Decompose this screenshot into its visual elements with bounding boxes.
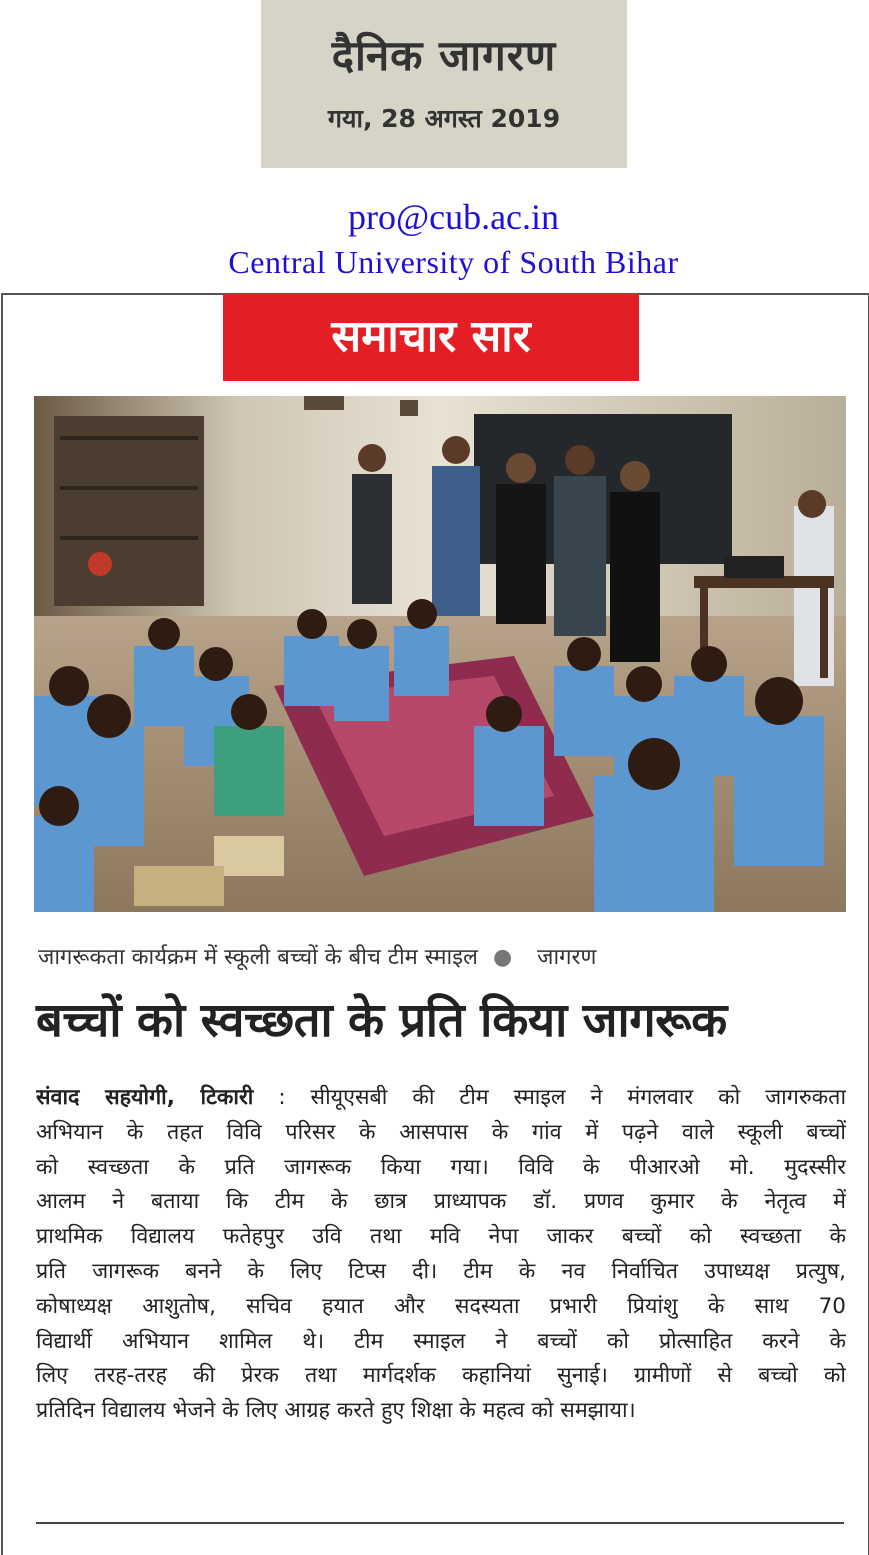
edition-date: गया, 28 अगस्त 2019 [327, 104, 561, 133]
article-headline: बच्चों को स्वच्छता के प्रति किया जागरूक [36, 993, 727, 1048]
body-line: कोषाध्यक्ष आशुतोष, सचिव हयात और सदस्यता प्रभारी प्रियांशु के साथ 70 [36, 1293, 846, 1319]
body-line: प्राथमिक विद्यालय फतेहपुर उवि तथा मवि नेपा जाकर बच्चों को स्वच्छता के [36, 1224, 846, 1250]
photo-credit: जागरण [537, 945, 597, 970]
body-line: प्रति जागरूक बनने के लिए टिप्स दी। टीम के नव निर्वाचित उपाध्यक्ष प्रत्युष, [36, 1258, 846, 1284]
newspaper-name: दैनिक जागरण [331, 31, 557, 80]
section-banner: समाचार सार [223, 293, 639, 381]
body-line-text: : सीयूएसबी की टीम स्माइल ने मंगलवार को जागरुकता [253, 1085, 846, 1110]
bullet-separator: ● [492, 945, 513, 970]
body-line: विद्यार्थी अभियान शामिल थे। टीम स्माइल ने बच्चों को प्रोत्साहित करने के [36, 1328, 846, 1354]
university-name: Central University of South Bihar [228, 244, 679, 280]
body-line: अभियान के तहत विवि परिसर के आसपास के गांव में पढ़ने वाले स्कूली बच्चों [36, 1119, 846, 1145]
photo-caption [38, 941, 848, 971]
body-line: को स्वच्छता के प्रति जागरूक किया गया। विवि के पीआरओ मो. मुदस्सीर [36, 1154, 846, 1180]
contact-email[interactable]: pro@cub.ac.in [347, 197, 560, 237]
newspaper-masthead [261, 0, 627, 168]
caption-text: जागरूकता कार्यक्रम में स्कूली बच्चों के बीच टीम स्माइल [38, 945, 478, 970]
body-line: लिए तरह-तरह की प्रेरक तथा मार्गदर्शक कहानियां सुनाई। ग्रामीणों से बच्चो को [36, 1363, 846, 1389]
article-body [36, 1081, 846, 1429]
body-line: प्रतिदिन विद्यालय भेजने के लिए आग्रह करते हुए शिक्षा के महत्व को समझाया। [36, 1398, 636, 1424]
bottom-rule [36, 1522, 844, 1524]
body-line [36, 1081, 846, 1116]
news-photo [34, 396, 846, 912]
body-line: आलम ने बताया कि टीम के छात्र प्राध्यापक डॉ. प्रणव कुमार के नेतृत्व में [36, 1189, 846, 1215]
dateline: संवाद सहयोगी, टिकारी [36, 1085, 254, 1110]
